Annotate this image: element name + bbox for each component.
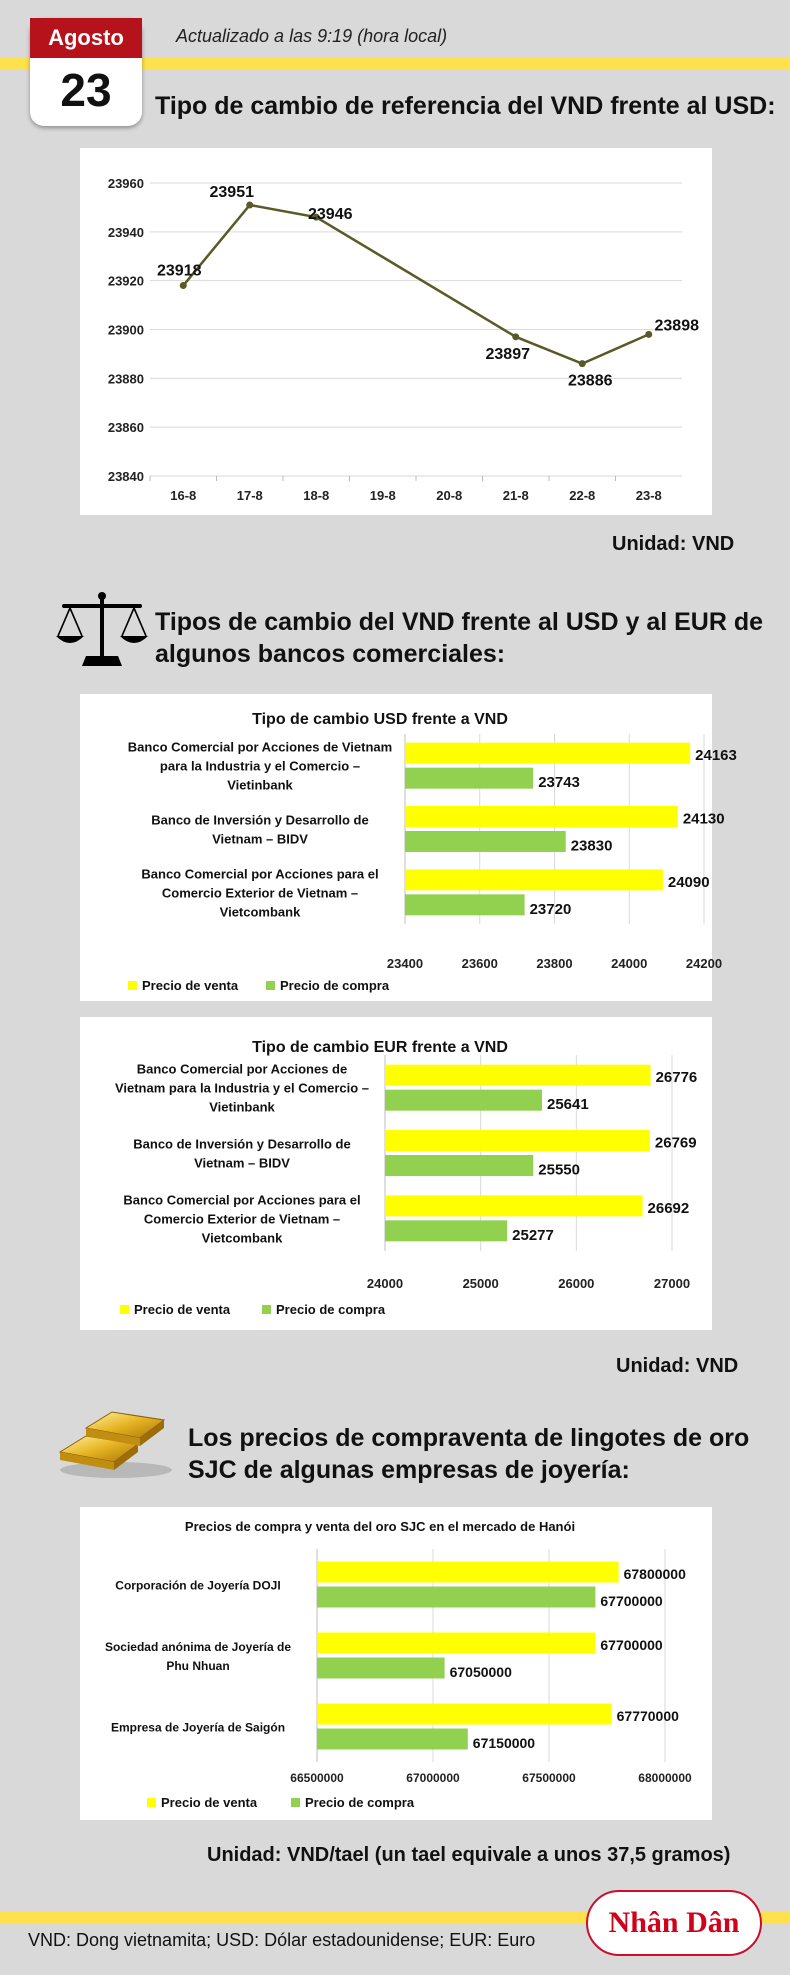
section2-title-line2: algunos bancos comerciales: (155, 640, 506, 668)
section3-title-line1: Los precios de compraventa de lingotes de oro (188, 1424, 750, 1452)
data-label: 23946 (308, 206, 353, 224)
data-point (246, 201, 253, 208)
calendar-month: Agosto (30, 18, 142, 58)
data-label: 23951 (209, 183, 254, 201)
section3-title-line2: SJC de algunas empresas de joyería: (188, 1456, 630, 1484)
category-label: Comercio Exterior de Vietnam – (161, 885, 359, 901)
category-label: Vietinbank (227, 777, 293, 793)
category-label: Phu Nhuan (166, 1659, 230, 1673)
bar-value-label: 23720 (529, 900, 572, 918)
gold-bars-icon (56, 1400, 178, 1480)
bar-value-label: 67800000 (623, 1566, 686, 1582)
category-label: Comercio Exterior de Vietnam – (143, 1211, 341, 1227)
y-tick-label: 23860 (107, 420, 144, 436)
bar-value-label: 25277 (512, 1226, 554, 1244)
category-label: Corporación de Joyería DOJI (115, 1578, 281, 1593)
sell-bar (385, 1195, 643, 1216)
sell-bar (405, 806, 678, 827)
usd-rate-bar-chart (80, 694, 737, 1001)
bar-value-label: 25641 (546, 1096, 589, 1114)
buy-bar (385, 1090, 542, 1111)
x-tick-label: 66500000 (290, 1771, 344, 1785)
bar-value-label: 67050000 (449, 1664, 512, 1680)
x-tick-label: 21-8 (502, 488, 529, 503)
buy-bar (405, 831, 566, 852)
buy-bar (385, 1220, 507, 1241)
legend-label: Precio de compra (305, 1795, 415, 1810)
section1-title: Tipo de cambio de referencia del VND frente al USD: (155, 92, 776, 120)
footer-abbreviations: VND: Dong vietnamita; USD: Dólar estadounidense; EUR: Euro (28, 1930, 536, 1950)
bar-value-label: 25550 (538, 1161, 581, 1179)
bar-value-label: 24163 (695, 747, 737, 765)
x-tick-label: 67000000 (406, 1771, 460, 1785)
category-label: Vietnam – BIDV (194, 1155, 290, 1171)
category-label: Banco Comercial por Acciones para el (123, 1192, 361, 1208)
category-label: Vietnam para la Industria y el Comercio – (114, 1080, 370, 1096)
sell-bar (385, 1065, 651, 1086)
eur-rate-bar-chart (80, 1017, 712, 1330)
sell-bar (405, 869, 663, 890)
data-point (180, 282, 187, 289)
bar-value-label: 26776 (655, 1069, 698, 1087)
y-tick-label: 23920 (107, 273, 144, 289)
updated-time: Actualizado a las 9:19 (hora local) (176, 26, 448, 46)
x-tick-label: 68000000 (638, 1771, 692, 1785)
legend-swatch (291, 1798, 300, 1807)
category-label: Banco Comercial por Acciones para el (141, 866, 379, 882)
data-label: 23897 (485, 345, 530, 363)
bar-value-label: 23830 (570, 837, 613, 855)
y-tick-label: 23940 (107, 224, 144, 240)
scales-icon (56, 588, 148, 670)
data-label: 23886 (568, 372, 613, 390)
x-tick-label: 25000 (462, 1276, 499, 1291)
reference-rate-line-chart (80, 148, 712, 515)
legend-swatch (128, 981, 137, 990)
x-tick-label: 18-8 (303, 488, 330, 503)
x-tick-label: 67500000 (522, 1771, 576, 1785)
legend-label: Precio de compra (280, 978, 390, 993)
gold-price-bar-chart (80, 1507, 712, 1820)
category-label: Empresa de Joyería de Saigón (110, 1720, 286, 1735)
sell-bar (405, 743, 690, 764)
category-label: Vietnam – BIDV (212, 831, 308, 847)
x-tick-label: 17-8 (236, 488, 263, 503)
category-label: Banco de Inversión y Desarrollo de (133, 1136, 351, 1152)
chart-title: Tipo de cambio EUR frente a VND (252, 1039, 508, 1056)
data-point (579, 360, 586, 367)
legend-label: Precio de venta (134, 1302, 231, 1317)
category-label: Banco de Inversión y Desarrollo de (151, 812, 369, 828)
x-tick-label: 27000 (653, 1276, 691, 1291)
data-point (512, 333, 519, 340)
buy-bar (385, 1155, 533, 1176)
buy-bar (317, 1587, 595, 1608)
x-tick-label: 24000 (611, 956, 648, 971)
sell-bar (317, 1633, 595, 1654)
section2-title-line1: Tipos de cambio del VND frente al USD y al EUR de (155, 608, 764, 636)
bar-value-label: 67150000 (472, 1735, 536, 1751)
y-tick-label: 23900 (107, 322, 144, 338)
sell-bar (385, 1130, 650, 1151)
x-tick-label: 26000 (558, 1276, 595, 1291)
y-tick-label: 23880 (107, 371, 144, 387)
bar-value-label: 24130 (682, 810, 725, 828)
x-tick-label: 19-8 (369, 488, 396, 503)
x-tick-label: 16-8 (170, 488, 197, 503)
data-label: 23918 (157, 262, 202, 280)
x-tick-label: 24000 (366, 1276, 404, 1291)
x-tick-label: 22-8 (569, 488, 596, 503)
sell-bar (317, 1704, 612, 1725)
buy-bar (317, 1658, 445, 1679)
bar-value-label: 26692 (647, 1199, 690, 1217)
legend-swatch (266, 981, 275, 990)
eur-rate-chart-panel (80, 1017, 712, 1330)
data-label: 23898 (654, 317, 699, 335)
series-line (183, 205, 649, 364)
x-tick-label: 23400 (386, 956, 424, 971)
reference-rate-chart-panel (80, 148, 712, 515)
chart-title: Precios de compra y venta del oro SJC en el mercado de Hanói (184, 1519, 576, 1534)
x-tick-label: 24200 (685, 956, 723, 971)
usd-rate-chart-panel (80, 694, 737, 1001)
calendar-day: 23 (60, 64, 112, 116)
section2-unit: Unidad: VND (616, 1355, 739, 1377)
x-tick-label: 23800 (536, 956, 573, 971)
bar-value-label: 23743 (538, 774, 580, 792)
data-point (645, 331, 652, 338)
bar-value-label: 24090 (667, 873, 710, 891)
bar-value-label: 26769 (654, 1134, 697, 1152)
x-tick-label: 23600 (461, 956, 498, 971)
legend-swatch (262, 1305, 271, 1314)
buy-bar (317, 1729, 468, 1750)
legend-swatch (147, 1798, 156, 1807)
category-label: Vietcombank (201, 1230, 283, 1246)
category-label: Banco Comercial por Acciones de Vietnam (127, 739, 393, 755)
legend-label: Precio de venta (142, 978, 239, 993)
category-label: Banco Comercial por Acciones de (136, 1061, 348, 1077)
bar-value-label: 67700000 (600, 1593, 663, 1609)
category-label: para la Industria y el Comercio – (159, 758, 361, 774)
nhan-dan-logo[interactable]: Nhân Dân (586, 1890, 762, 1956)
buy-bar (405, 768, 533, 789)
bar-value-label: 67700000 (600, 1637, 663, 1653)
legend-label: Precio de compra (276, 1302, 386, 1317)
x-tick-label: 20-8 (436, 488, 463, 503)
section1-unit: Unidad: VND (612, 533, 735, 555)
category-label: Vietcombank (219, 904, 301, 920)
legend-swatch (120, 1305, 129, 1314)
sell-bar (317, 1562, 619, 1583)
chart-title: Tipo de cambio USD frente a VND (252, 711, 508, 728)
bar-value-label: 67770000 (616, 1708, 679, 1724)
section3-unit: Unidad: VND/tael (un tael equivale a unos 37,5 gramos) (207, 1844, 731, 1866)
y-tick-label: 23960 (107, 176, 144, 191)
y-tick-label: 23840 (107, 469, 144, 484)
date-calendar (30, 18, 142, 126)
category-label: Vietinbank (209, 1099, 275, 1115)
legend-label: Precio de venta (161, 1795, 258, 1810)
gold-price-chart-panel (80, 1507, 712, 1820)
x-tick-label: 23-8 (635, 488, 662, 503)
category-label: Sociedad anónima de Joyería de (104, 1640, 292, 1654)
buy-bar (405, 894, 525, 915)
